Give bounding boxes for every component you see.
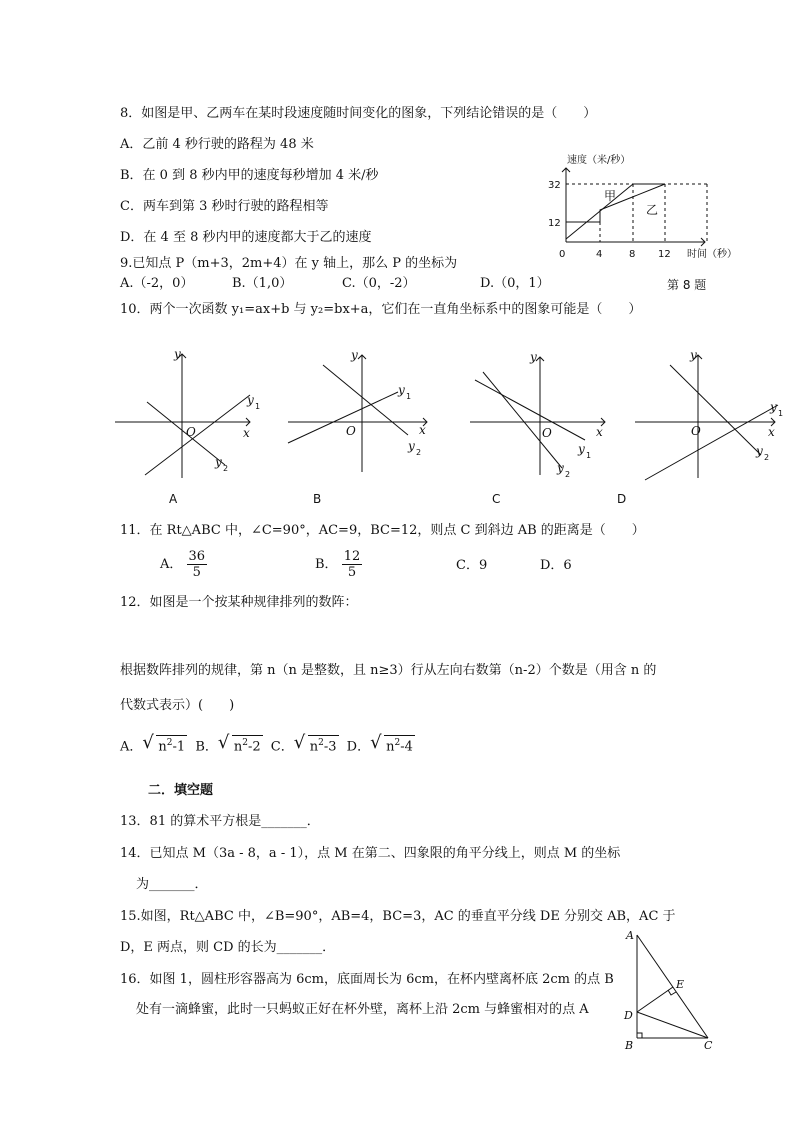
q10-label-d: D (617, 492, 627, 506)
q10-c-y1-sub: 1 (586, 451, 592, 460)
q9-option-c: C.（0，-2） (342, 276, 416, 291)
q10-b-y1-label: y (398, 383, 405, 397)
q15-label-d: D (624, 1009, 633, 1022)
q8-label-yi: 乙 (646, 203, 659, 217)
q12-options: A． √ $n^2-1$ B． √ $n^2-2$ C． √ $n^2-3$ D． √ $n^2-4$ (120, 732, 413, 755)
q10-a-y1-sub: 1 (255, 402, 261, 411)
q12-option-c: √ $n^2-3$ (293, 732, 337, 755)
q15-right-angle-e (668, 990, 676, 995)
q10-c-y1-label: y (578, 442, 585, 456)
q10-a-y1-label: y (247, 393, 254, 407)
q10-b-y1 (288, 392, 398, 443)
q8-tick-8: 8 (629, 249, 636, 260)
q11-option-d: D．6 (540, 558, 572, 573)
q10-d-y1-sub: 1 (778, 409, 784, 418)
q15-side-ac (637, 935, 708, 1038)
q10-graph-b (288, 355, 427, 472)
q10-b-origin: O (346, 424, 356, 438)
q15-label-e: E (676, 978, 685, 991)
q15-segment-de (637, 987, 673, 1012)
q11-option-a: A． $\frac{36}{5}$ (160, 549, 206, 580)
q15-segment-cd (637, 1012, 708, 1038)
q10-b-y1-sub: 1 (406, 392, 412, 401)
q10-a-y2-label: y (215, 455, 222, 469)
q10-d-y1-label: y (770, 400, 777, 414)
q10-a-xlabel: x (243, 426, 250, 440)
q10-graph-a (115, 354, 250, 478)
q10-a-y2-sub: 2 (223, 464, 229, 473)
q10-label-b: B (313, 492, 322, 506)
q8-tick-0: 0 (559, 249, 566, 260)
q8-tick-4: 4 (596, 249, 603, 260)
q8-tick-12: 12 (548, 218, 561, 229)
q15-label-b: B (625, 1039, 634, 1052)
q10-d-y1 (645, 405, 778, 480)
q8-stem: 8．如图是甲、乙两车在某时段速度随时间变化的图象，下列结论错误的是（ ） (120, 106, 597, 121)
q8-caption: 第 8 题 (667, 278, 707, 292)
q8-label-jia: 甲 (604, 189, 617, 203)
q11-option-c: C．9 (456, 558, 488, 573)
q8-option-a: A．乙前 4 秒行驶的路程为 48 米 (120, 137, 314, 152)
q11-option-b: B． $\frac{12}{5}$ (315, 549, 361, 580)
q10-b-ylabel: y (351, 348, 358, 362)
q10-c-y2-sub: 2 (565, 470, 571, 479)
q10-c-y2 (483, 372, 562, 468)
q11-a-fraction: $\frac{36}{5}$ (188, 549, 206, 580)
q10-graphs (105, 340, 785, 515)
q10-a-ylabel: y (174, 347, 181, 361)
q10-d-y2-label: y (756, 444, 763, 458)
q14-line-1: 14．已知点 M（3a - 8，a - 1），点 M 在第二、四象限的角平分线上，则点 M 的坐标 (120, 846, 621, 861)
q9-option-a: A.（-2，0） (120, 276, 194, 291)
q8-speed-time-graph (545, 150, 775, 295)
q15-line-2: D，E 两点，则 CD 的长为_______． (120, 940, 336, 955)
q10-graph-c (470, 357, 605, 475)
q8-option-c: C．两车到第 3 秒时行驶的路程相等 (120, 199, 329, 214)
q15-line-1: 15.如图，Rt△ABC 中，∠B=90°，AB=4，BC=3，AC 的垂直平分线 DE 分别交 AB，AC 于 (120, 909, 676, 924)
q10-c-origin: O (542, 426, 552, 440)
q10-b-xlabel: x (419, 423, 426, 437)
q15-label-a: A (626, 929, 634, 942)
q12-rule: 根据数阵排列的规律，第 n（n 是整数，且 n≥3）行从左向右数第（n-2）个数是（用含 n 的 (120, 663, 657, 678)
q10-a-y1 (145, 395, 250, 475)
q10-d-origin: O (691, 424, 701, 438)
q10-label-a: A (169, 492, 178, 506)
q10-d-y2-sub: 2 (764, 453, 770, 462)
q15-triangle-figure (620, 925, 720, 1055)
q16-line-1: 16．如图 1，圆柱形容器高为 6cm，底面周长为 6cm，在杯内壁离杯底 2cm 的点 B (120, 972, 614, 987)
q8-ylabel: 速度（米/秒） (567, 155, 631, 166)
q12-rule-2: 代数式表示）( ) (120, 698, 235, 713)
q16-line-2: 处有一滴蜂蜜，此时一只蚂蚁正好在杯外壁，离杯上沿 2cm 与蜂蜜相对的点 A (136, 1002, 589, 1017)
q10-a-origin: O (186, 425, 196, 439)
q10-b-y2-sub: 2 (416, 448, 422, 457)
q15-label-c: C (704, 1039, 713, 1052)
q10-d-xlabel: x (768, 425, 775, 439)
q10-c-xlabel: x (596, 425, 603, 439)
q8-tick-12x: 12 (658, 249, 671, 260)
q9-option-d: D.（0，1） (480, 276, 550, 291)
q12-option-a: √ $n^2-1$ (142, 732, 186, 755)
q10-b-y2-label: y (408, 439, 415, 453)
q11-stem: 11．在 Rt△ABC 中，∠C=90°，AC=9，BC=12，则点 C 到斜边 AB 的距离是（ ） (120, 523, 645, 538)
q8-tick-32: 32 (548, 180, 561, 191)
q10-b-y2 (323, 365, 408, 435)
q12-stem: 12．如图是一个按某种规律排列的数阵： (120, 595, 358, 610)
section-fill-in-title: 二．填空题 (148, 783, 214, 798)
q9-stem: 9.已知点 P（m+3，2m+4）在 y 轴上，那么 P 的坐标为 (120, 256, 458, 271)
q10-c-y1 (475, 380, 585, 440)
q10-d-ylabel: y (690, 348, 697, 362)
q10-c-y2-label: y (557, 461, 564, 475)
q14-line-2: 为_______． (136, 877, 208, 892)
q10-d-y2 (670, 365, 761, 455)
q8-xlabel: 时间（秒） (687, 249, 737, 260)
q10-stem: 10．两个一次函数 y₁=ax+b 与 y₂=bx+a，它们在一直角坐标系中的图象可能是（ ） (120, 302, 642, 317)
q10-label-c: C (492, 492, 501, 506)
q10-c-ylabel: y (530, 350, 537, 364)
q11-b-fraction: $\frac{12}{5}$ (343, 549, 361, 580)
q12-option-d: √ $n^2-4$ (370, 732, 413, 755)
q8-option-d: D．在 4 至 8 秒内甲的速度都大于乙的速度 (120, 230, 372, 245)
q13: 13．81 的算术平方根是_______． (120, 814, 320, 829)
q12-option-b: √ $n^2-2$ (217, 732, 261, 755)
q15-right-angle-b (637, 1033, 642, 1038)
q10-graph-d (635, 355, 778, 480)
q8-option-b: B．在 0 到 8 秒内甲的速度每秒增加 4 米/秒 (120, 168, 379, 183)
q9-option-b: B.（1,0） (232, 276, 293, 291)
